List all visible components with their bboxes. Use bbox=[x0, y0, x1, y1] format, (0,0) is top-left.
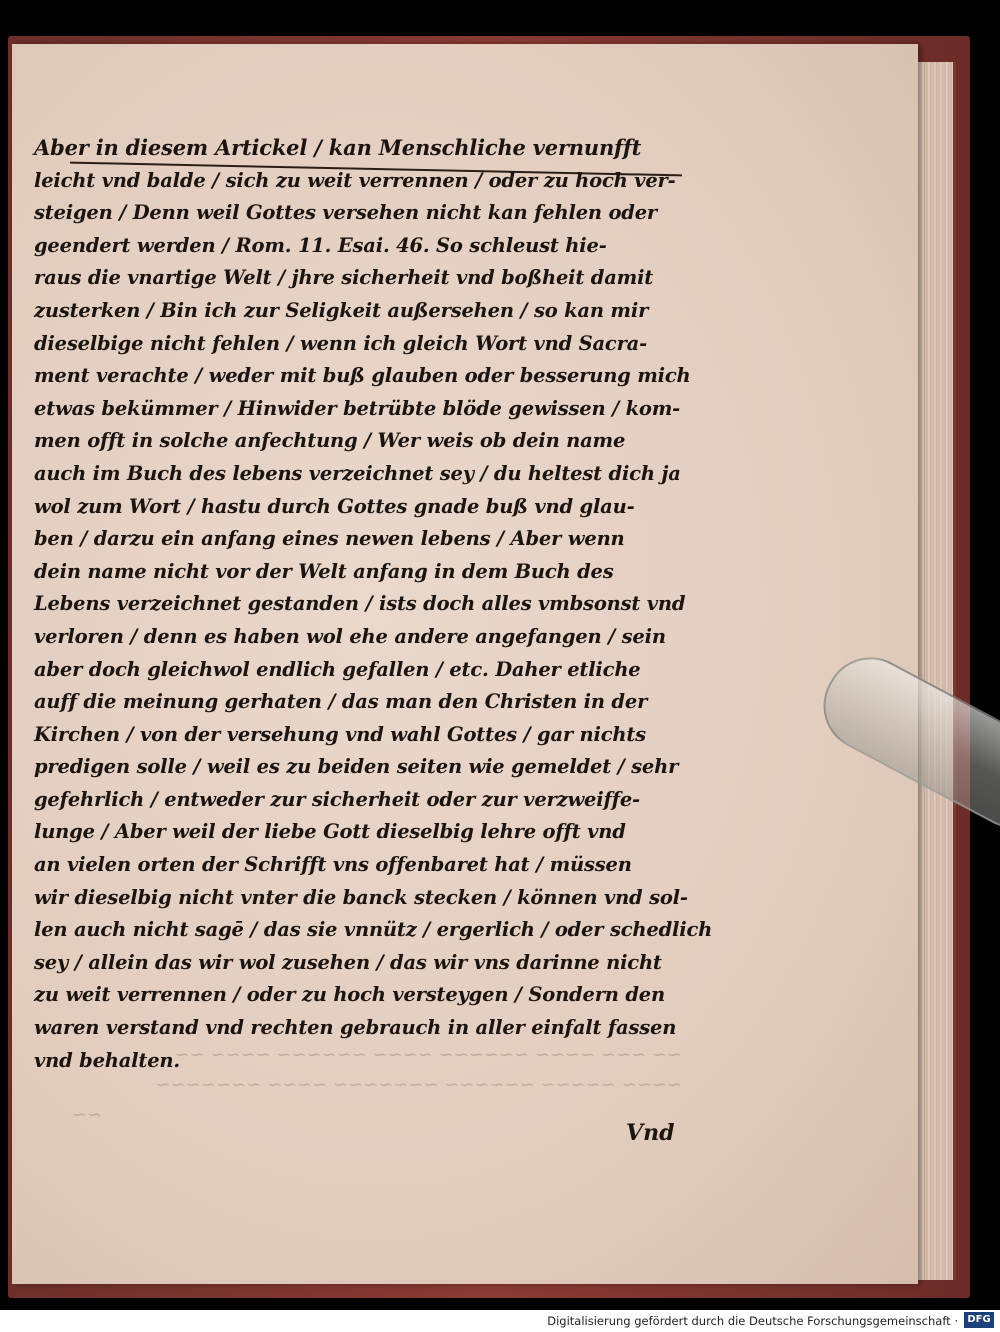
text-line: an vielen orten der Schrifft vns offenbaret hat / müssen bbox=[34, 853, 632, 877]
text-line: waren verstand vnd rechten gebrauch in aller einfalt fassen bbox=[34, 1016, 677, 1040]
text-line: verloren / denn es haben wol ehe andere angefangen / sein bbox=[34, 624, 666, 648]
text-line: zusterken / Bin ich zur Seligkeit außersehen / so kan mir bbox=[34, 298, 649, 322]
footer-credit: Digitalisierung gefördert durch die Deutsche Forschungsgemeinschaft · bbox=[547, 1314, 958, 1328]
catchword: Vnd bbox=[626, 1120, 675, 1146]
text-line: dein name nicht vor der Welt anfang in dem Buch des bbox=[34, 559, 614, 583]
show-through-text: ~~ ~~~ ~~~~ ~~~~~~ ~~~~ ~~~~~~ ~~~~ ~~ bbox=[174, 1044, 682, 1065]
show-through-text: ~~ bbox=[71, 1104, 102, 1125]
text-line: raus die vnartige Welt / jhre sicherheit vnd boßheit damit bbox=[34, 266, 654, 290]
text-line: dieselbige nicht fehlen / wenn ich gleich Wort vnd Sacra- bbox=[34, 331, 648, 355]
show-through-text: ~~~~ ~~~~~ ~~~~~~ ~~~~~~~ ~~~~ ~~~~~~~ bbox=[155, 1074, 682, 1095]
text-line: Aber in diesem Artickel / kan Menschliche vernunfft bbox=[34, 135, 642, 160]
text-line: Lebens verzeichnet gestanden / ists doch alles vmbsonst vnd bbox=[34, 592, 686, 616]
text-line: predigen solle / weil es zu beiden seiten wie gemeldet / sehr bbox=[34, 755, 679, 779]
text-line: geendert werden / Rom. 11. Esai. 46. So schleust hie- bbox=[34, 233, 607, 257]
text-line: zu weit verrennen / oder zu hoch versteygen / Sondern den bbox=[34, 983, 665, 1007]
text-line: auff die meinung gerhaten / das man den Christen in der bbox=[34, 690, 648, 714]
text-line: ben / darzu ein anfang eines newen lebens / Aber wenn bbox=[34, 527, 625, 551]
text-line: len auch nicht sagē / das sie vnnütz / ergerlich / oder schedlich bbox=[34, 918, 713, 942]
text-line: Kirchen / von der versehung vnd wahl Gottes / gar nichts bbox=[34, 722, 646, 746]
body-text bbox=[34, 132, 713, 1077]
text-line: sey / allein das wir wol zusehen / das wir vns darinne nicht bbox=[34, 950, 662, 974]
text-line: men offt in solche anfechtung / Wer weis ob dein name bbox=[34, 429, 626, 453]
text-line: auch im Buch des lebens verzeichnet sey / du heltest dich ja bbox=[34, 461, 681, 485]
text-line: vnd behalten. bbox=[34, 1048, 180, 1072]
text-line: gefehrlich / entweder zur sicherheit oder zur verzweiffe- bbox=[34, 787, 640, 811]
book-page bbox=[12, 44, 918, 1284]
text-line: leicht vnd balde / sich zu weit verrennen / oder zu hoch ver- bbox=[34, 168, 676, 192]
text-line: etwas bekümmer / Hinwider betrübte blöde gewissen / kom- bbox=[34, 396, 681, 420]
text-line: wir dieselbig nicht vnter die banck stecken / können vnd sol- bbox=[34, 885, 688, 909]
text-line: steigen / Denn weil Gottes versehen nicht kan fehlen oder bbox=[34, 201, 657, 225]
dfg-logo-icon: DFG bbox=[964, 1312, 994, 1328]
text-line: wol zum Wort / hastu durch Gottes gnade buß vnd glau- bbox=[34, 494, 635, 518]
text-line: lunge / Aber weil der liebe Gott dieselbig lehre offt vnd bbox=[34, 820, 626, 844]
text-line: ment verachte / weder mit buß glauben oder besserung mich bbox=[34, 364, 691, 388]
text-line: aber doch gleichwol endlich gefallen / etc. Daher etliche bbox=[34, 657, 641, 681]
